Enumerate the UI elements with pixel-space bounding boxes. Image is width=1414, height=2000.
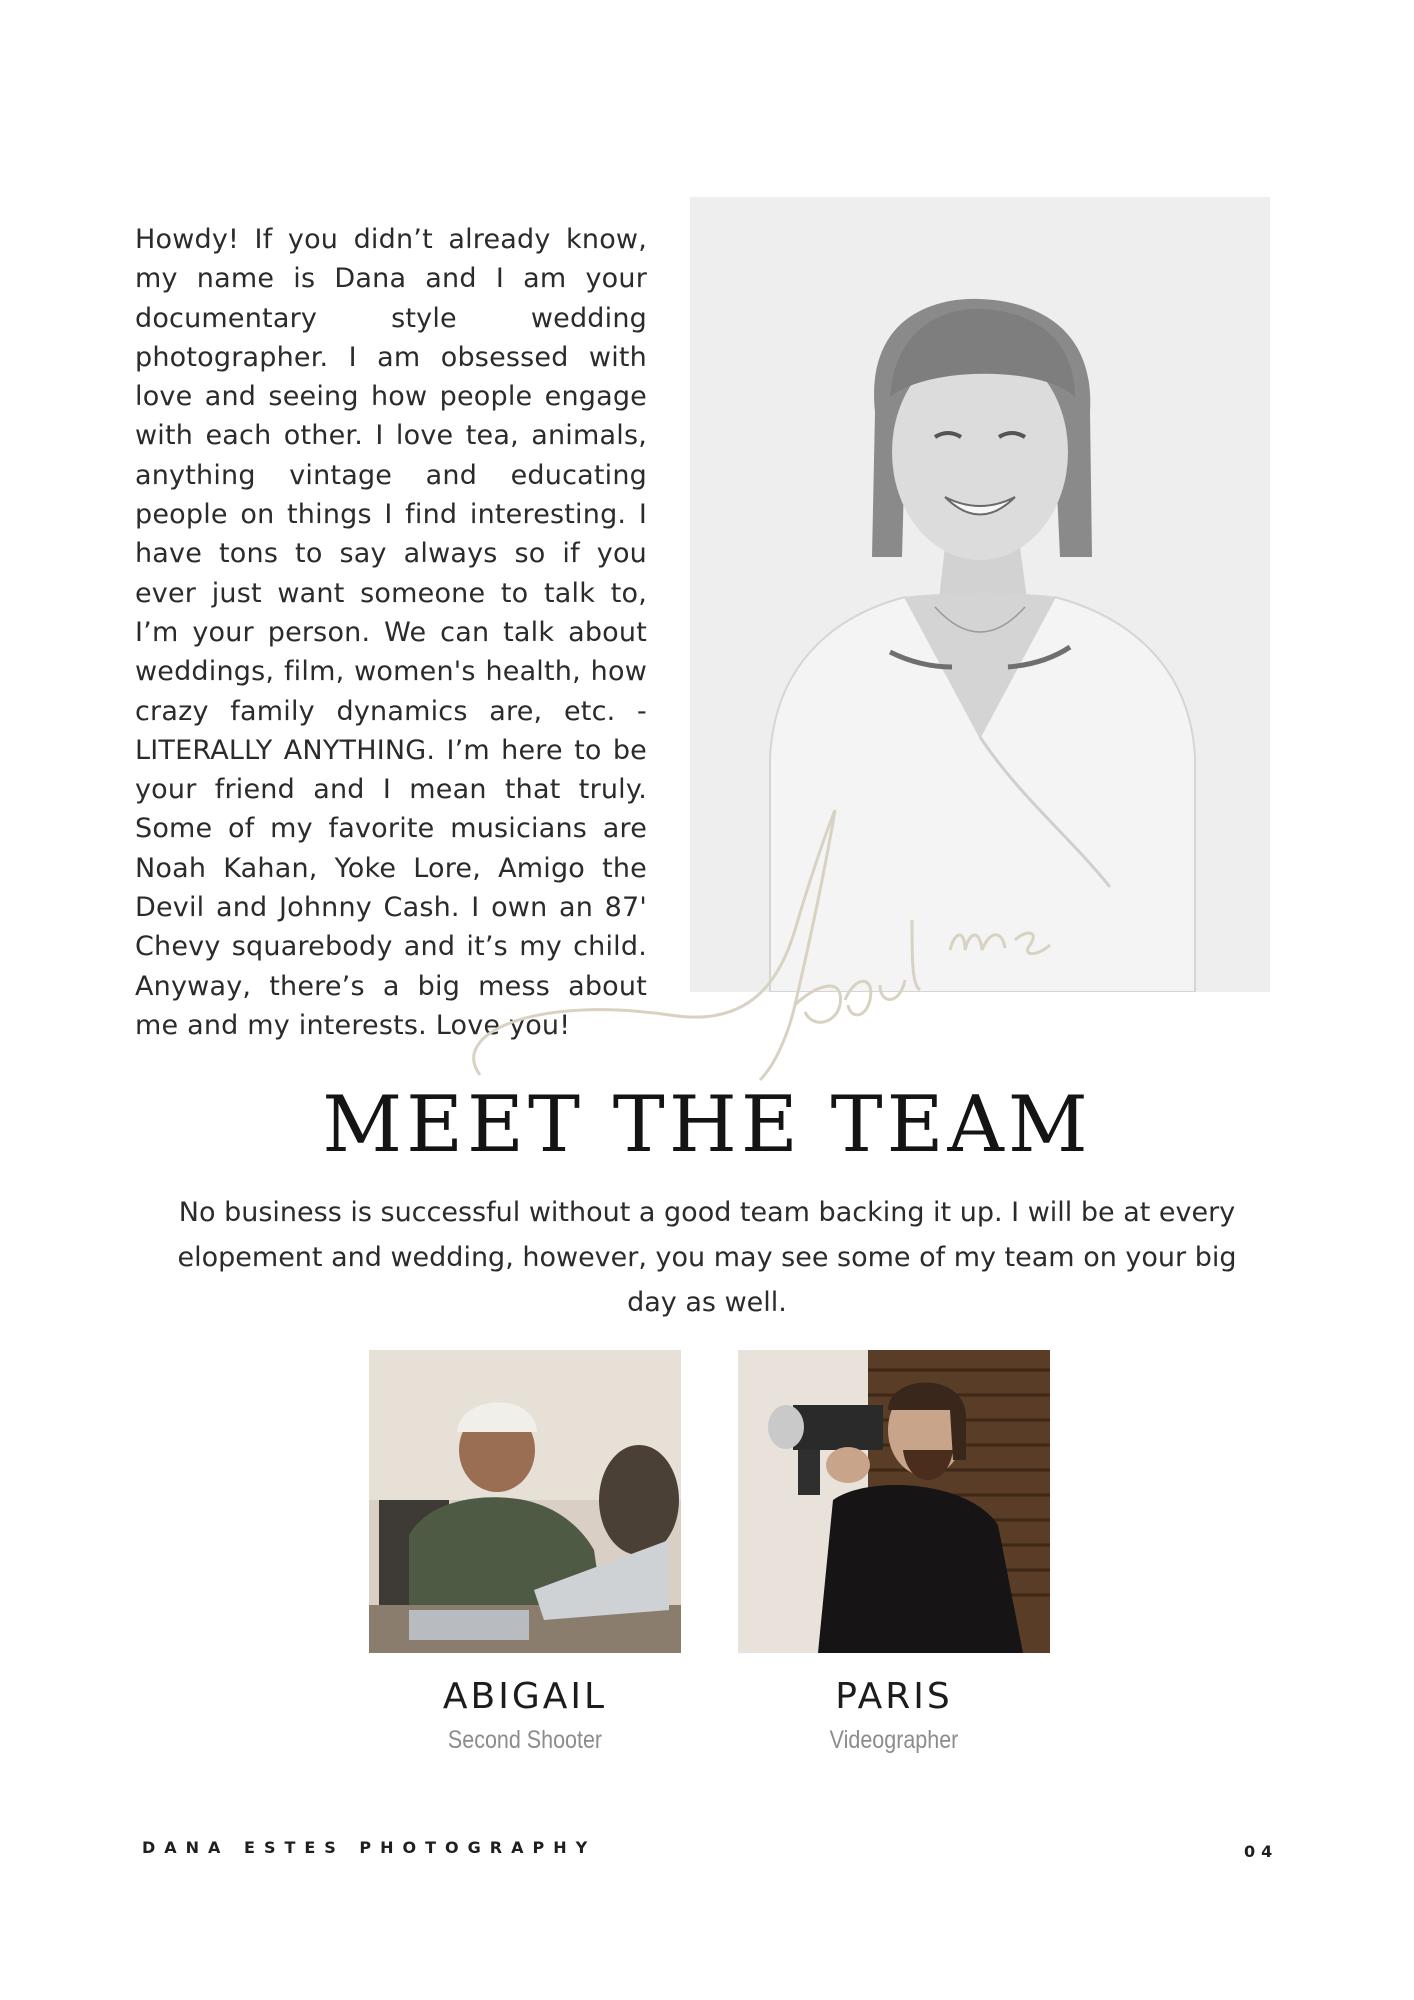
about-body-text: Howdy! If you didn’t already know, my name is Dana and I am your documentary style wedding photographer. I am obsessed with love and seeing how people engage with each other. I love tea, animals, anything vintage and educating people on things I find interesting. I have tons to say always so if you ever just want someone to talk to, I’m your person. We can talk about weddings, film, women's health, how crazy family dynamics are, etc. - LITERALLY ANYTHING. I’m here to be your friend and I mean that truly. Some of my favorite musicians are Noah Kahan, Yoke Lore, Amigo the Devil and Johnny Cash. I own an 87' Chevy squarebody and it’s my child. Anyway, there’s a big mess about me and my interests. Love you! [135,224,647,1041]
team-intro-text: No business is successful without a good team backing it up. I will be at every elopement and wedding, however, you may see some of my team on your big day as well. [177,1197,1237,1318]
member-name-paris: PARIS [835,1676,953,1717]
page-number: 04 [1244,1842,1279,1861]
portrait-photo-dana [690,197,1270,992]
paris-photo [738,1350,1050,1653]
member-role-paris: Videographer [829,1726,959,1754]
meet-the-team-heading: MEET THE TEAM [322,1080,1092,1170]
footer-brand: DANA ESTES PHOTOGRAPHY [142,1838,597,1857]
member-role-abigail: Second Shooter [447,1726,603,1754]
abigail-photo [369,1350,681,1653]
member-name-abigail: ABIGAIL [442,1676,608,1717]
